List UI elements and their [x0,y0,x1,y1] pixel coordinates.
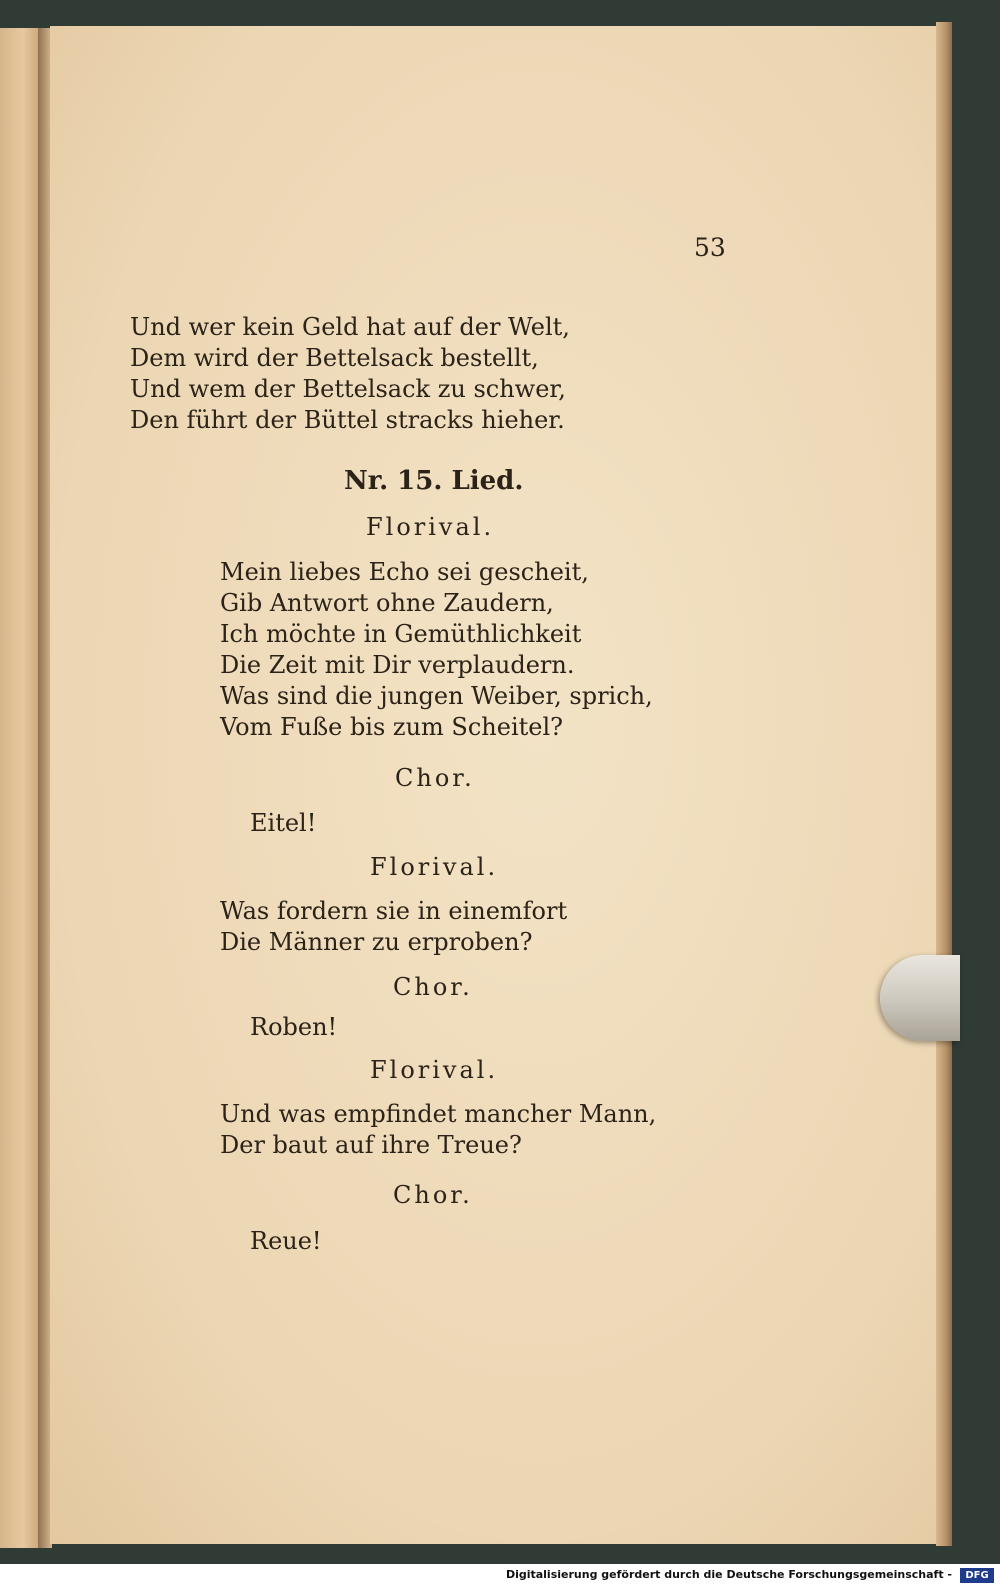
verse-line: Was sind die jungen Weiber, sprich, [220,682,653,710]
speaker-chor: Chor. [393,973,473,1001]
chor-reply: Eitel! [250,809,317,837]
page-clip [880,955,960,1041]
verse-line: Ich möchte in Gemüthlichkeit [220,620,582,648]
verse-line: Dem wird der Bettelsack bestellt, [130,344,539,372]
verse-line: Was fordern sie in einemfort [220,897,568,925]
song-heading: Nr. 15. Lied. [344,466,524,496]
verse-line: Vom Fuße bis zum Scheitel? [220,713,564,741]
speaker-florival: Florival. [370,1056,499,1084]
left-page-edge [0,28,40,1548]
page-stack-edge [936,22,952,1546]
footer-bar [0,1564,1000,1588]
speaker-chor: Chor. [393,1181,473,1209]
verse-line: Und wer kein Geld hat auf der Welt, [130,313,570,341]
footer-credit: Digitalisierung gefördert durch die Deutsche Forschungsgemeinschaft - [505,1568,952,1581]
verse-line: Gib Antwort ohne Zaudern, [220,589,554,617]
verse-line: Den führt der Büttel stracks hieher. [130,406,565,434]
chor-reply: Reue! [250,1227,322,1255]
verse-line: Die Männer zu erproben? [220,928,533,956]
verse-line: Der baut auf ihre Treue? [220,1131,522,1159]
book-page [50,26,936,1544]
verse-intro [130,312,570,436]
dfg-logo-icon: DFG [960,1568,994,1583]
verse-line: Und wem der Bettelsack zu schwer, [130,375,566,403]
chor-reply: Roben! [250,1013,338,1041]
verse-line: Mein liebes Echo sei gescheit, [220,558,589,586]
speaker-florival: Florival. [370,853,499,881]
verse-florival-1 [220,557,653,743]
verse-florival-3 [220,1099,656,1161]
speaker-chor: Chor. [395,764,475,792]
speaker-florival: Florival. [366,513,495,541]
verse-line: Die Zeit mit Dir verplaudern. [220,651,575,679]
page-number: 53 [694,233,726,262]
verse-florival-2 [220,896,567,958]
verse-line: Und was empfindet mancher Mann, [220,1100,657,1128]
